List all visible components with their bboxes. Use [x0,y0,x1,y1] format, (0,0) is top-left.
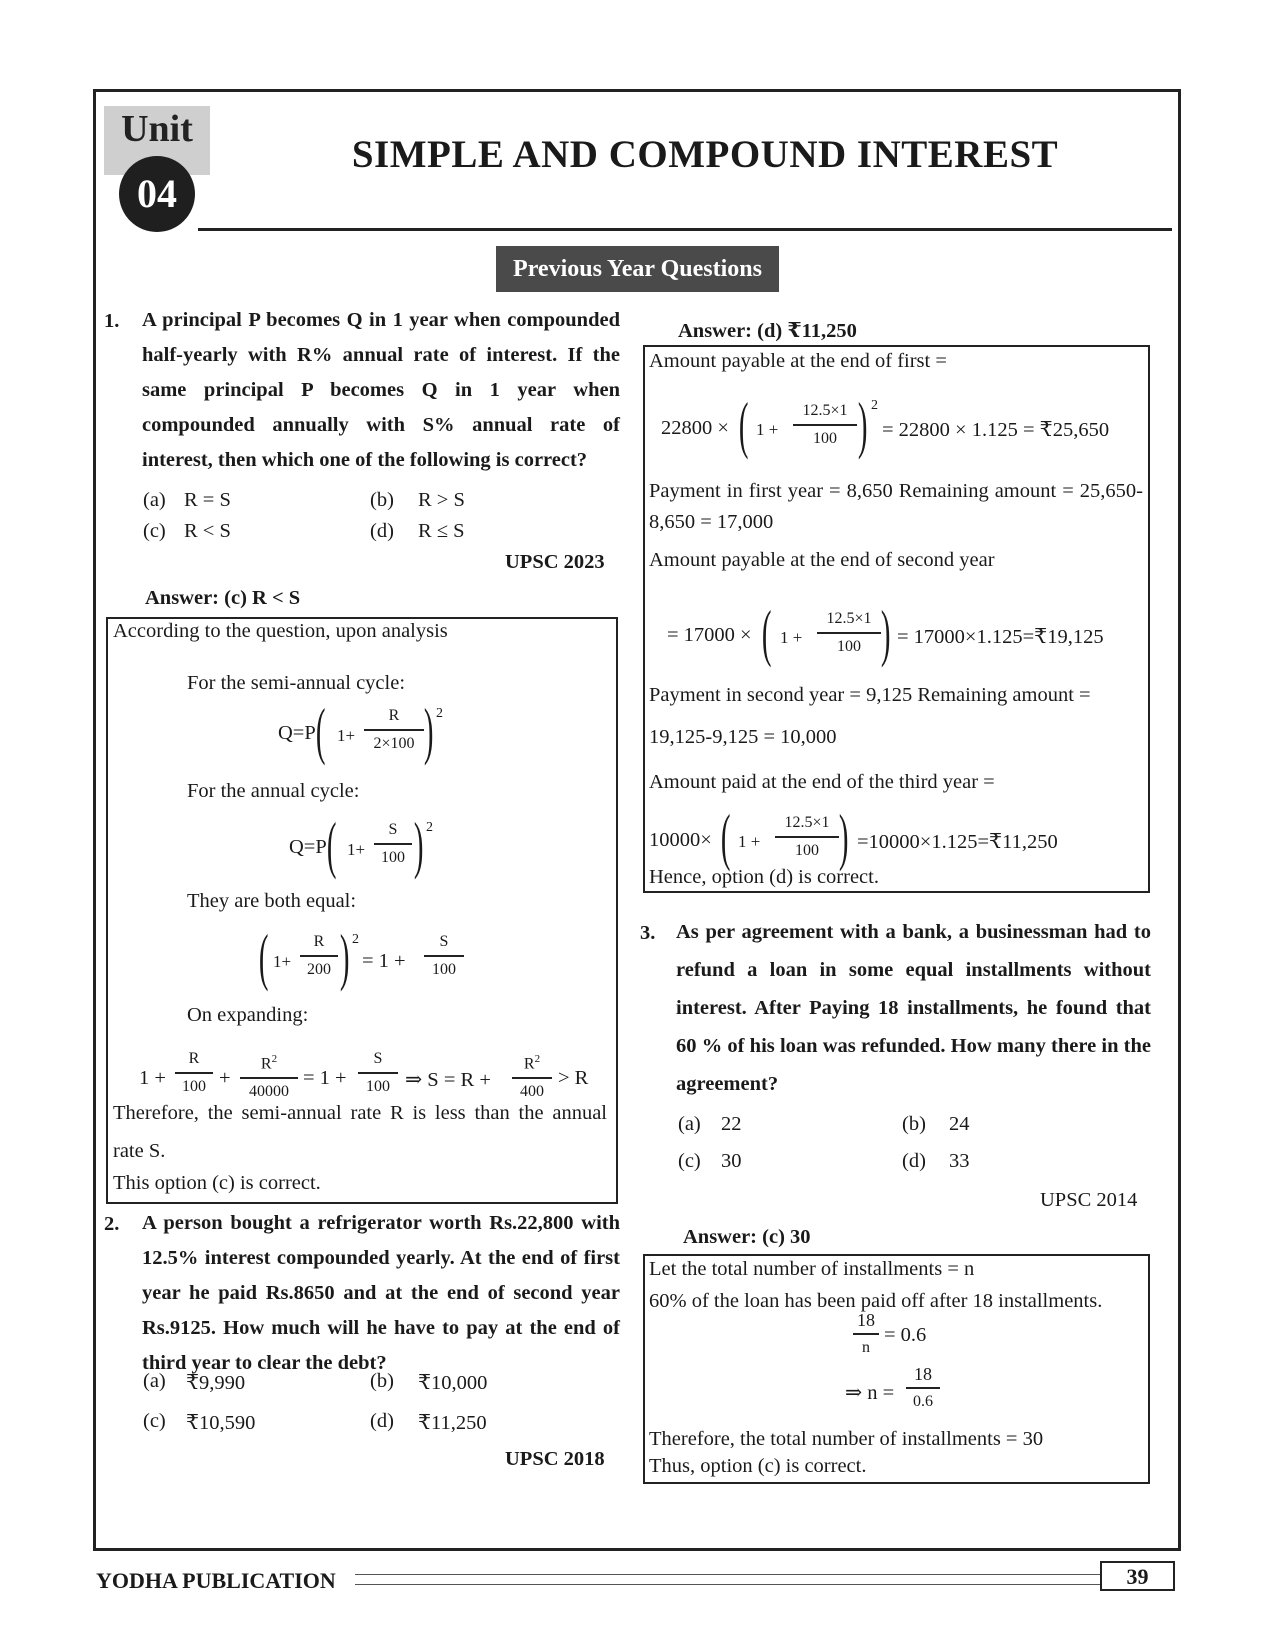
fraction-bar [358,1072,398,1074]
q2-option-c-key: (c) [143,1410,166,1432]
denominator: 100 [381,848,405,866]
numerator: R [313,933,325,950]
open-paren: ( [315,695,326,766]
q2-line2: Payment in first year = 8,650 Remaining amount = 25,650-8,650 = 17,000 [649,480,1143,533]
close-paren: ) [423,695,434,766]
fraction-bar [793,424,857,426]
q1-eq3-rhs-fraction [424,932,464,980]
close-paren: ) [857,389,868,460]
q3-option-c-key: (c) [678,1150,701,1172]
q3-option-d-key: (d) [902,1150,926,1172]
q2-calc3-fraction [775,813,839,861]
q2-calc3-inner: 1 + [738,832,761,851]
close-paren: ) [838,801,849,872]
numerator: S [388,821,398,838]
q1-answer: Answer: (c) R < S [145,587,301,609]
q2-calc1-rhs: = 22800 × 1.125 = ₹25,650 [882,419,1110,441]
q2-option-a: ₹9,990 [186,1372,246,1394]
q2-line3: Amount payable at the end of second year [649,549,995,571]
q1-expand-label: On expanding: [187,1004,309,1026]
denominator: 100 [182,1077,206,1095]
q1-exp-fraction-1 [175,1049,213,1097]
fraction-bar [817,632,881,634]
q3-option-c: 30 [721,1150,742,1172]
numerator: 12.5×1 [826,610,872,627]
numerator: 12.5×1 [784,814,830,831]
q1-eq2-fraction [374,820,412,868]
fraction-bar [300,955,338,957]
numerator: R [388,707,400,724]
q3-text: As per agreement with a bank, a businessman had to refund a loan in some equal installments without interest. After Paying 18 installments, he found that 60 % of his loan was refunded. How many there in the agreement? [676,921,1151,1095]
numerator: $R^2$ [260,1053,278,1073]
fraction-bar [424,955,464,957]
q1-eq3-rhs: = 1 + [362,950,406,972]
q3-fraction-1 [853,1310,879,1358]
q2-option-a-key: (a) [143,1370,166,1392]
denominator: 200 [307,960,331,978]
section-banner: Previous Year Questions [496,246,779,292]
q3-line2: 60% of the loan has been paid off after 18 installments. [649,1290,1103,1312]
q1-eq3-inner: 1+ [273,952,292,971]
q2-calc3-rhs: =10000×1.125=₹11,250 [857,831,1058,853]
q2-option-b: ₹10,000 [418,1372,488,1394]
q1-exp-plus: + [219,1067,231,1089]
q1-exp-gt: > R [558,1067,589,1089]
numerator: 18 [857,1310,875,1330]
q2-calc2-fraction [817,609,881,657]
q2-source: UPSC 2018 [505,1448,605,1470]
exponent: 2 [426,820,433,835]
fraction-bar [175,1072,213,1074]
close-paren: ) [339,921,350,992]
q1-exp-fraction-3 [358,1049,398,1097]
numerator: S [373,1050,383,1067]
q3-option-a: 22 [721,1113,742,1135]
denominator: 40000 [249,1082,289,1100]
q1-eq1-fraction [364,706,424,754]
publisher-name: YODHA PUBLICATION [96,1568,336,1593]
fraction-bar [364,729,424,731]
q1-option-c: R < S [184,520,231,542]
fraction-bar [906,1387,940,1389]
q1-text: A principal P becomes Q in 1 year when compounded half-yearly with R% annual rate of interest. If the same principal P becomes Q in 1 year when compounded annually with S% annual rate of interest, then which one of the following is correct? [142,309,620,471]
exponent: 2 [436,706,443,721]
q3-option-a-key: (a) [678,1113,701,1135]
q1-semi-label: For the semi-annual cycle: [187,672,406,694]
q1-option-b: R > S [418,489,465,511]
open-paren: ( [720,801,731,872]
q3-option-b-key: (b) [902,1113,926,1135]
q1-eq2-lhs: Q=P [289,836,327,858]
denominator: 0.6 [913,1392,933,1410]
q2-calc2-lhs: = 17000 × [667,624,752,646]
q2-answer: Answer: (d) ₹11,250 [678,320,857,342]
fraction-bar [775,836,839,838]
q1-option-a-key: (a) [143,489,166,511]
q3-option-d: 33 [949,1150,970,1172]
close-paren: ) [413,809,424,880]
q1-option-d: R ≤ S [418,520,465,542]
q2-calc1-inner: 1 + [756,420,779,439]
q2-option-b-key: (b) [370,1370,394,1392]
numerator: 12.5×1 [802,402,848,419]
q3-option-b: 24 [949,1113,970,1135]
numerator: $R^2$ [523,1053,541,1073]
q1-eq3-fraction [300,932,338,980]
q2-number: 2. [104,1213,120,1235]
fraction-bar [374,843,412,845]
q1-option-d-key: (d) [370,520,394,542]
denominator: 100 [813,429,837,447]
fraction-bar [512,1077,552,1079]
q3-line1: Let the total number of installments = n [649,1258,975,1280]
q3-fraction-1-rhs: = 0.6 [884,1324,927,1346]
q1-exp-one: 1 + [139,1067,166,1089]
q2-option-d: ₹11,250 [418,1412,487,1434]
denominator: 400 [520,1082,544,1100]
q3-number: 3. [640,922,656,944]
q2-line4: Payment in second year = 9,125 Remaining amount = [649,684,1091,706]
page-number: 39 [1100,1561,1175,1591]
q1-solution-intro: According to the question, upon analysis [113,620,448,642]
q3-line3: Therefore, the total number of installments = 30 [649,1428,1044,1450]
q1-annual-label: For the annual cycle: [187,780,360,802]
q2-calc2-inner: 1 + [780,628,803,647]
q1-source: UPSC 2023 [505,551,605,573]
q2-option-d-key: (d) [370,1410,394,1432]
q2-line5: Amount paid at the end of the third year = [649,771,995,793]
denominator: 100 [366,1077,390,1095]
exponent: 2 [871,398,878,413]
open-paren: ( [738,389,749,460]
q1-exp-eq: = 1 + [303,1067,347,1089]
q3-answer: Answer: (c) 30 [683,1226,811,1248]
footer-rule [355,1574,1100,1585]
q2-calc3-lhs: 10000× [649,829,712,851]
denominator: 100 [795,841,819,859]
fraction-bar [853,1333,879,1335]
q1-eq1-lhs: Q=P [278,722,316,744]
q2-calc1-lhs: 22800 × [661,417,729,439]
q1-equal-label: They are both equal: [187,890,357,912]
q2-calc1-fraction [793,401,857,449]
q2-text: A person bought a refrigerator worth Rs.22,800 with 12.5% interest compounded yearly. At the end of first year he paid Rs.8650 and at the end of second year Rs.9125. How much will he have to pay at the end of third year to clear the debt? [142,1212,620,1374]
open-paren: ( [761,597,772,668]
page-title: SIMPLE AND COMPOUND INTEREST [351,133,1059,176]
q1-final: This option (c) is correct. [113,1172,321,1194]
q1-exp-implies: ⇒ S = R + [405,1069,491,1091]
denominator: n [862,1338,870,1356]
open-paren: ( [326,809,337,880]
exponent: 2 [352,932,359,947]
close-paren: ) [880,597,891,668]
q3-line4: Thus, option (c) is correct. [649,1455,867,1477]
q1-eq2-inner: 1+ [347,840,366,859]
q2-line4b: 19,125-9,125 = 10,000 [649,726,837,748]
open-paren: ( [258,921,269,992]
q2-option-c: ₹10,590 [186,1412,256,1434]
numerator: R [188,1050,200,1067]
denominator: 100 [837,637,861,655]
denominator: 100 [432,960,456,978]
q1-conclusion: Therefore, the semi-annual rate R is less than the annual rate S. [113,1102,607,1162]
q1-number: 1. [104,310,120,332]
q2-calc2-rhs: = 17000×1.125=₹19,125 [897,626,1104,648]
unit-number: 04 [119,156,195,232]
q3-fraction-2 [906,1364,940,1412]
numerator: S [439,933,449,950]
fraction-bar [240,1077,298,1079]
q2-line1: Amount payable at the end of first = [649,350,947,372]
q3-source: UPSC 2014 [1040,1189,1138,1211]
q2-final: Hence, option (d) is correct. [649,866,879,888]
q1-eq1-inner: 1+ [337,726,356,745]
unit-label: Unit [121,108,193,150]
numerator: 18 [914,1364,932,1384]
denominator: 2×100 [373,734,415,752]
q1-option-a: R = S [184,489,231,511]
q1-option-c-key: (c) [143,520,166,542]
title-divider [198,228,1172,231]
q3-f2-lhs: ⇒ n = [845,1382,895,1404]
q1-option-b-key: (b) [370,489,394,511]
